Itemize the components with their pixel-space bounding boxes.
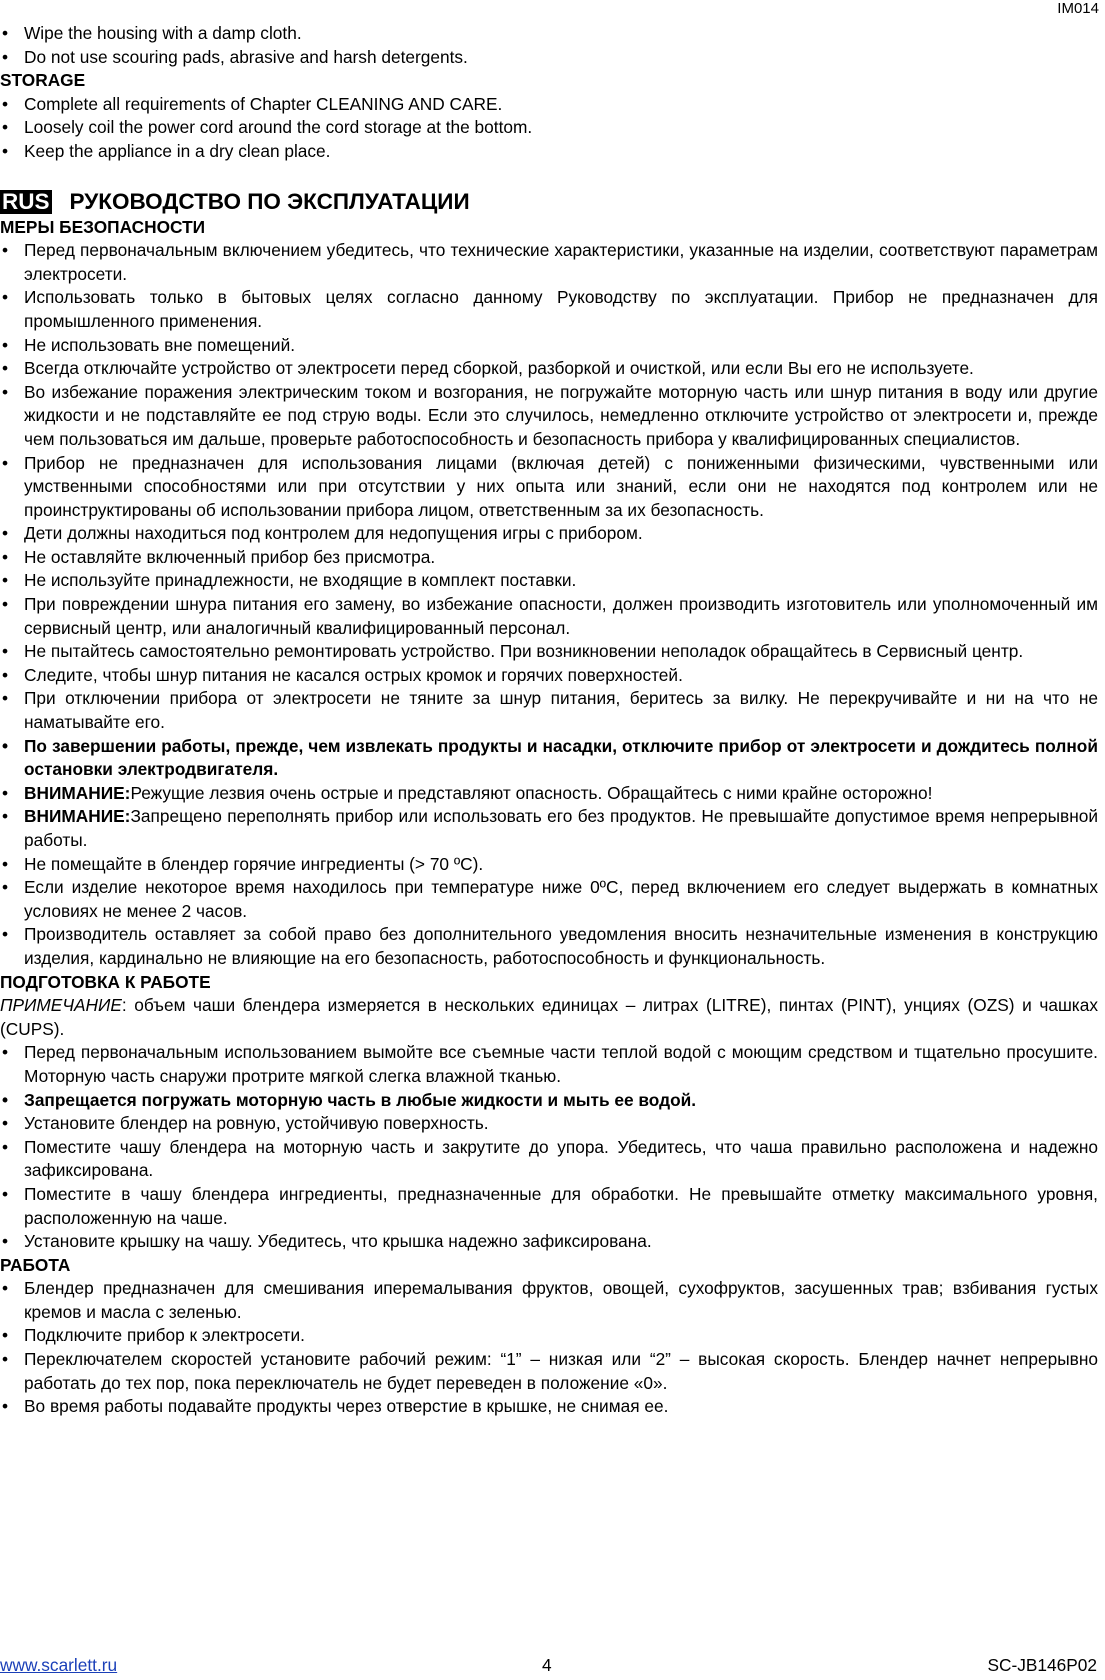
list-item: • Поместите в чашу блендера ингредиенты, предназначенные для обработки. Не превышайте отметку максимального уровня, расположенную на чаше. (0, 1183, 1098, 1230)
list-item: • Установите блендер на ровную, устойчивую поверхность. (0, 1112, 1098, 1136)
list-item: • Блендер предназначен для смешивания иперемалывания фруктов, овощей, сухофруктов, засушенных трав; взбивания густых кремов и масла с зеленью. (0, 1277, 1098, 1324)
list-item: • Поместите чашу блендера на моторную часть и закрутите до упора. Убедитесь, что чаша правильно расположена и надежно зафиксирована. (0, 1136, 1098, 1183)
note-text: : объем чаши блендера измеряется в нескольких единицах – литрах (LITRE), пинтах (PINT), унциях (OZS) и чашках (CUPS). (0, 995, 1098, 1039)
page-content (0, 22, 1098, 1419)
section-title-text: РУКОВОДСТВО ПО ЭКСПЛУАТАЦИИ (69, 188, 470, 214)
website-link[interactable]: www.scarlett.ru (0, 1655, 118, 1675)
list-item: • Всегда отключайте устройство от электросети перед сборкой, разборкой и очисткой, или если Вы его не используете. (0, 357, 1098, 381)
list-item: • Во время работы подавайте продукты через отверстие в крышке, не снимая ее. (0, 1395, 1098, 1419)
list-item: • Переключателем скоростей установите рабочий режим: “1” – низкая или “2” – высокая скорость. Блендер начнет непрерывно работать до тех пор, пока переключатель не будет переведен в положение «0». (0, 1348, 1098, 1395)
section-title (0, 188, 1098, 216)
list-item: • Loosely coil the power cord around the cord storage at the bottom. (0, 116, 1098, 140)
list-item: • Производитель оставляет за собой право без дополнительного уведомления вносить незначительные изменения в конструкцию изделия, кардинально не влияющие на его безопасность, работоспособность и функциональность. (0, 923, 1098, 970)
list-item: • Прибор не предназначен для использования лицами (включая детей) с пониженными физическими, чувственными или умственными способностями или при отсутствии у них опыта или знаний, если они не находятся под контролем или не проинструктированы об использовании прибора лицом, ответственным за их безопасность. (0, 452, 1098, 523)
list-item: • Wipe the housing with a damp cloth. (0, 22, 1098, 46)
safety-heading: МЕРЫ БЕЗОПАСНОСТИ (0, 216, 206, 237)
note-paragraph (0, 994, 1098, 1041)
list-item: • При повреждении шнура питания его замену, во избежание опасности, должен производить изготовитель или уполномоченный им сервисный центр, или аналогичный квалифицированный персонал. (0, 593, 1098, 640)
list-item: • Не пытайтесь самостоятельно ремонтировать устройство. При возникновении неполадок обращайтесь в Сервисный центр. (0, 640, 1098, 664)
warning-item (0, 782, 1098, 806)
list-item: • Перед первоначальным использованием вымойте все съемные части теплой водой с моющим средством и тщательно просушите. Моторную часть снаружи протрите мягкой слегка влажной тканью. (0, 1041, 1098, 1088)
list-item: • Complete all requirements of Chapter CLEANING AND CARE. (0, 93, 1098, 117)
list-item-bold: • Запрещается погружать моторную часть в любые жидкости и мыть ее водой. (0, 1089, 1098, 1113)
note-label: ПРИМЕЧАНИЕ (0, 995, 122, 1016)
language-tag: RUS (2, 188, 50, 214)
list-item: • Во избежание поражения электрическим током и возгорания, не погружайте моторную часть или шнур питания в воду или другие жидкости и не подставляйте ее под струю воды. Если это случилось, немедленно отключите устройство от электросети и, прежде чем пользоваться им дальше, проверьте работоспособность и безопасность прибора у квалифицированных специалистов. (0, 381, 1098, 452)
work-heading: РАБОТА (0, 1254, 71, 1275)
prep-heading: ПОДГОТОВКА К РАБОТЕ (0, 971, 211, 992)
list-item: • Использовать только в бытовых целях согласно данному Руководству по эксплуатации. Прибор не предназначен для промышленного применения. (0, 286, 1098, 333)
list-item: • Подключите прибор к электросети. (0, 1324, 1098, 1348)
page-number: 4 (542, 1655, 552, 1675)
storage-heading: STORAGE (0, 70, 86, 91)
list-item: • Следите, чтобы шнур питания не касался острых кромок и горячих поверхностей. (0, 664, 1098, 688)
list-item: • Do not use scouring pads, abrasive and harsh detergents. (0, 46, 1098, 70)
warning-label: ВНИМАНИЕ: (24, 782, 131, 803)
list-item: • Установите крышку на чашу. Убедитесь, что крышка надежно зафиксирована. (0, 1230, 1098, 1254)
list-item: • Дети должны находиться под контролем для недопущения игры с прибором. (0, 522, 1098, 546)
list-item: • Не помещайте в блендер горячие ингредиенты (> 70 ºС). (0, 853, 1098, 877)
list-item: • Перед первоначальным включением убедитесь, что технические характеристики, указанные на изделии, соответствуют параметрам электросети. (0, 239, 1098, 286)
list-item-bold: • По завершении работы, прежде, чем извлекать продукты и насадки, отключите прибор от электросети и дождитесь полной остановки электродвигателя. (0, 735, 1098, 782)
list-item: • Не используйте принадлежности, не входящие в комплект поставки. (0, 569, 1098, 593)
warning-text: Запрещено переполнять прибор или использовать его без продуктов. Не превышайте допустимое время непрерывной работы. (24, 806, 1098, 850)
list-item: • Не оставляйте включенный прибор без присмотра. (0, 546, 1098, 570)
list-item: • Keep the appliance in a dry clean place. (0, 140, 1098, 164)
document-code: IM014 (1057, 0, 1099, 17)
warning-text: Режущие лезвия очень острые и представляют опасность. Обращайтесь с ними крайне осторожно! (130, 782, 933, 803)
list-item: • При отключении прибора от электросети не тяните за шнур питания, беритесь за вилку. Не перекручивайте и ни на что не наматывайте его. (0, 687, 1098, 734)
list-item: • Если изделие некоторое время находилось при температуре ниже 0ºC, перед включением его следует выдержать в комнатных условиях не менее 2 часов. (0, 876, 1098, 923)
page-footer (0, 1655, 1105, 1679)
model-number: SC-JB146P02 (987, 1655, 1097, 1675)
warning-item (0, 805, 1098, 852)
warning-label: ВНИМАНИЕ: (24, 806, 131, 827)
list-item: • Не использовать вне помещений. (0, 334, 1098, 358)
